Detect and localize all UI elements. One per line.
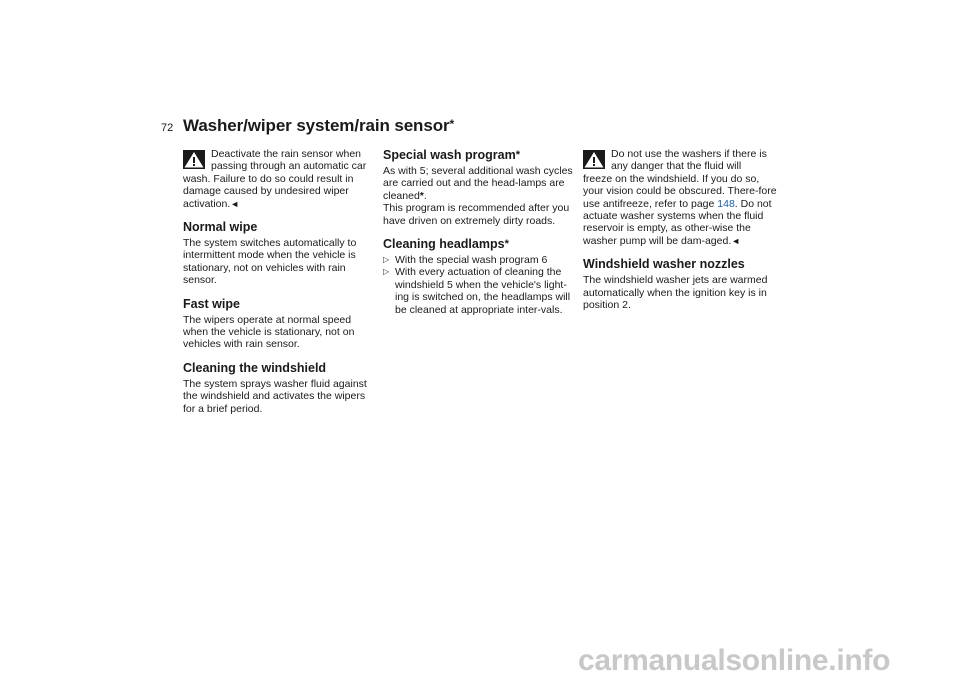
page-reference-link[interactable]: 148 bbox=[717, 197, 735, 210]
list-item-text: With the special wash program 6 bbox=[395, 254, 548, 267]
rain-sensor-warning bbox=[183, 148, 378, 210]
warning-triangle-icon bbox=[183, 150, 205, 169]
fast-wipe-text: The wipers operate at normal speed when the vehicle is stationary, not on vehicles with rain sensor. bbox=[183, 313, 355, 351]
watermark: carmanualsonline.info bbox=[578, 644, 891, 677]
warning-text: wash. Failure to do so could result in damage caused by undesired wiper activation. bbox=[183, 172, 354, 210]
heading-cleaning-windshield: Cleaning the windshield bbox=[183, 360, 327, 375]
optional-equipment-star: * bbox=[419, 189, 424, 202]
special-wash-text-a: As with 5; several additional wash cycles are carried out and the head-lamps are cleaned bbox=[383, 165, 573, 202]
special-wash-text-b: . bbox=[423, 189, 427, 202]
list-item-text: With every actuation of cleaning the windshield 5 when the vehicle's light-ing is switched on, the headlamps will be cleaned at appropriate inter-vals. bbox=[395, 266, 571, 316]
column-1 bbox=[183, 148, 378, 415]
end-marker: ◄ bbox=[731, 235, 741, 246]
page-number: 72 bbox=[161, 122, 174, 134]
end-marker: ◄ bbox=[230, 198, 240, 209]
heading-cleaning-headlamps bbox=[383, 237, 578, 252]
cleaning-windshield-text: The system sprays washer fluid against the windshield and activates the wipers for a brief period. bbox=[183, 377, 367, 415]
washer-warning bbox=[583, 148, 778, 247]
warning-triangle-icon bbox=[583, 150, 605, 169]
column-2 bbox=[383, 148, 578, 316]
triangle-bullet-icon: ▷ bbox=[383, 267, 390, 277]
cleaning-headlamps-heading-text: Cleaning headlamps bbox=[383, 237, 505, 252]
warning-text-b: . Do not actuate washer systems when the fluid reservoir is empty, as other-wise the washer pump will be dam-aged. bbox=[583, 197, 772, 247]
warning-text-intro: Deactivate the rain sensor when passing through an automatic car bbox=[211, 148, 367, 173]
warning-text-intro: Do not use the washers if there is any danger that the fluid will bbox=[611, 148, 767, 173]
heading-special-wash bbox=[383, 148, 578, 163]
list-item bbox=[383, 254, 578, 266]
page-title-text: Washer/wiper system/rain sensor bbox=[183, 116, 450, 135]
heading-normal-wipe: Normal wipe bbox=[183, 220, 258, 235]
special-wash-recommendation: This program is recommended after you have driven on extremely dirty roads. bbox=[383, 202, 570, 227]
optional-equipment-star: * bbox=[449, 117, 455, 131]
page-title bbox=[183, 116, 454, 136]
washer-nozzles-text: The windshield washer jets are warmed automatically when the ignition key is in position 2. bbox=[583, 274, 768, 312]
warning-text-a: freeze on the windshield. If you do so, your vision could be obscured. There-fore use antifreeze, refer to page bbox=[583, 172, 777, 210]
special-wash-heading-text: Special wash program bbox=[383, 148, 516, 162]
heading-fast-wipe: Fast wipe bbox=[183, 296, 240, 311]
heading-washer-nozzles: Windshield washer nozzles bbox=[583, 257, 745, 272]
column-3 bbox=[583, 148, 778, 311]
triangle-bullet-icon: ▷ bbox=[383, 255, 390, 265]
optional-equipment-star: * bbox=[504, 238, 509, 251]
list-item bbox=[383, 266, 578, 316]
headlamp-list bbox=[383, 254, 578, 316]
optional-equipment-star: * bbox=[515, 149, 520, 161]
special-wash-text bbox=[383, 165, 578, 202]
normal-wipe-text: The system switches automatically to intermittent mode when the vehicle is stationary, not on vehicles with rain sensor. bbox=[183, 237, 357, 287]
